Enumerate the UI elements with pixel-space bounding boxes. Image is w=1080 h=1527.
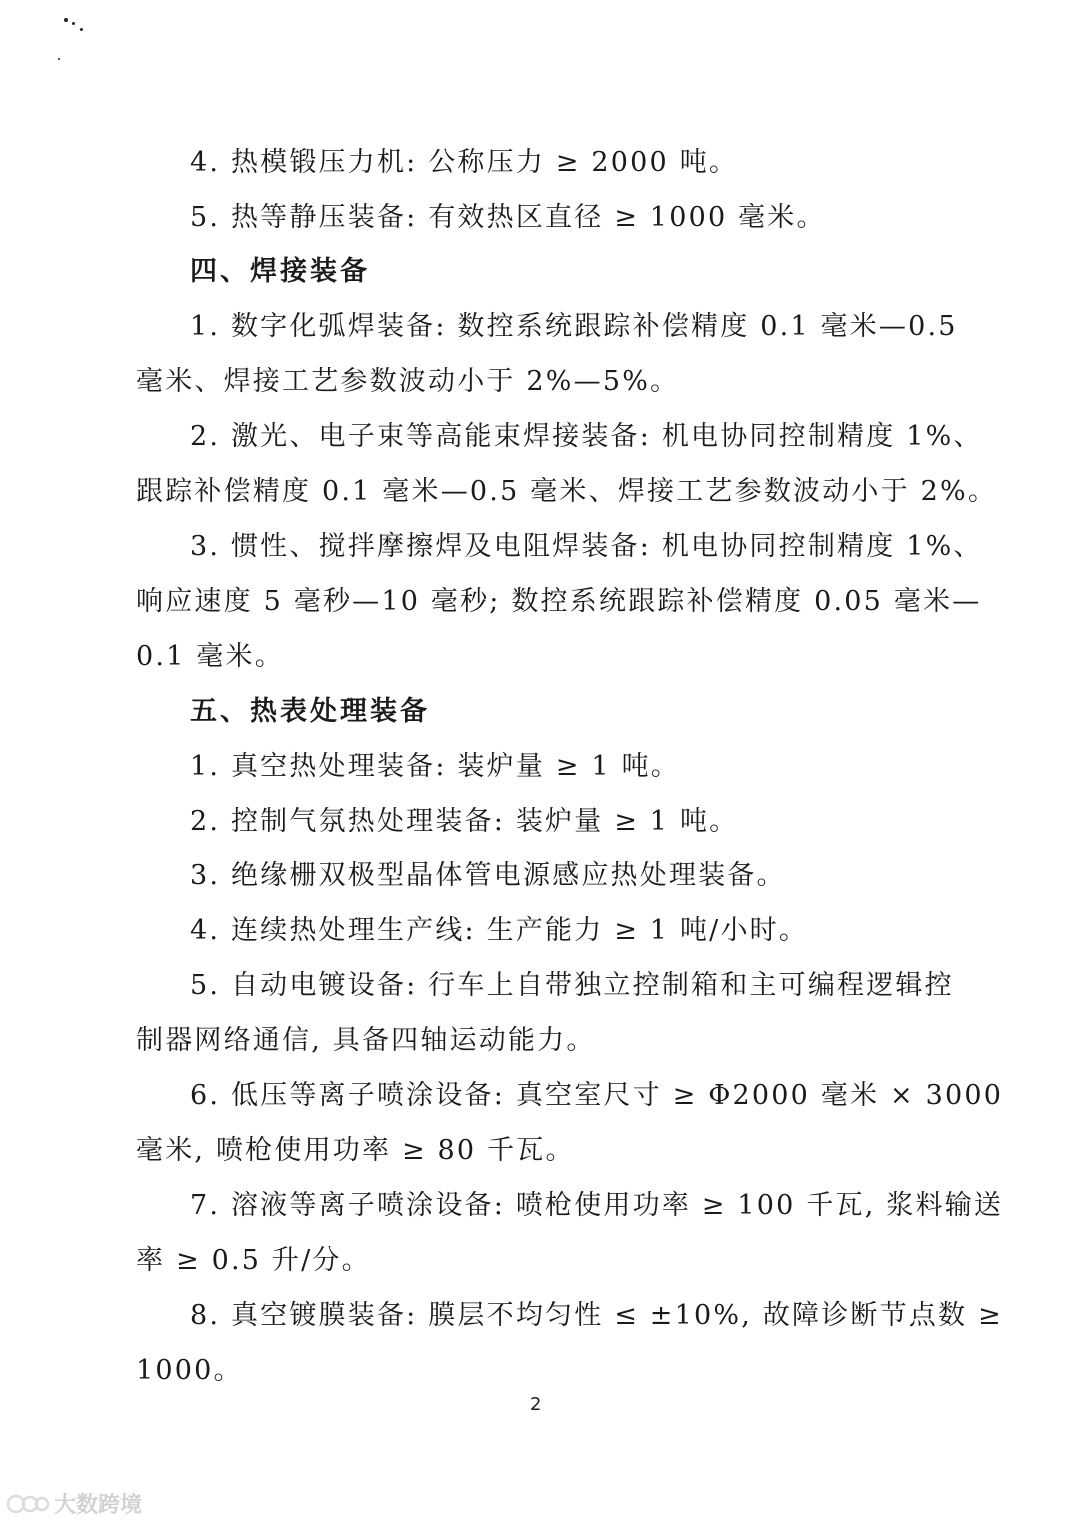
line-laser-welding-1: 2. 激光、电子束等高能束焊接装备: 机电协同控制精度 1%、 (190, 421, 983, 452)
line-inertia-welding-1: 3. 惯性、搅拌摩擦焊及电阻焊装备: 机电协同控制精度 1%、 (190, 531, 983, 562)
watermark (6, 1488, 142, 1519)
line-controlled-atmosphere: 2. 控制气氛热处理装备: 装炉量 ≥ 1 吨。 (190, 806, 739, 837)
scan-specks (58, 14, 98, 64)
section-heading-heat-surface: 五、热表处理装备 (190, 696, 430, 727)
line-hot-isostatic-press: 5. 热等静压装备: 有效热区直径 ≥ 1000 毫米。 (190, 202, 826, 233)
line-digital-arc-welding-2: 毫米、焊接工艺参数波动小于 2%—5%。 (136, 366, 680, 397)
line-digital-arc-welding-1: 1. 数字化弧焊装备: 数控系统跟踪补偿精度 0.1 毫米—0.5 (190, 311, 958, 342)
line-low-pressure-plasma-1: 6. 低压等离子喷涂设备: 真空室尺寸 ≥ Φ2000 毫米 × 3000 (190, 1080, 1004, 1111)
line-auto-electroplating-1: 5. 自动电镀设备: 行车上自带独立控制箱和主可编程逻辑控 (190, 970, 954, 1001)
line-solution-plasma-2: 率 ≥ 0.5 升/分。 (136, 1245, 371, 1276)
line-auto-electroplating-2: 制器网络通信, 具备四轴运动能力。 (136, 1025, 596, 1056)
line-laser-welding-2: 跟踪补偿精度 0.1 毫米—0.5 毫米、焊接工艺参数波动小于 2%。 (136, 476, 998, 507)
line-inertia-welding-2: 响应速度 5 毫秒—10 毫秒; 数控系统跟踪补偿精度 0.05 毫米— (136, 586, 982, 617)
line-vacuum-coating-2: 1000。 (136, 1355, 243, 1386)
line-solution-plasma-1: 7. 溶液等离子喷涂设备: 喷枪使用功率 ≥ 100 千瓦, 浆料输送 (190, 1190, 1004, 1221)
line-low-pressure-plasma-2: 毫米, 喷枪使用功率 ≥ 80 千瓦。 (136, 1135, 575, 1166)
line-heat-forging-press: 4. 热模锻压力机: 公称压力 ≥ 2000 吨。 (190, 147, 739, 178)
watermark-text: 大数跨境 (54, 1493, 143, 1518)
section-heading-welding: 四、焊接装备 (190, 256, 370, 287)
page-number: 2 (530, 1394, 542, 1415)
line-vacuum-heat-treatment: 1. 真空热处理装备: 装炉量 ≥ 1 吨。 (190, 751, 680, 782)
line-continuous-heat-line: 4. 连续热处理生产线: 生产能力 ≥ 1 吨/小时。 (190, 915, 809, 946)
watermark-logo-icon (6, 1492, 50, 1516)
line-vacuum-coating-1: 8. 真空镀膜装备: 膜层不均匀性 ≤ ±10%, 故障诊断节点数 ≥ (190, 1300, 1003, 1331)
line-inertia-welding-3: 0.1 毫米。 (136, 641, 284, 672)
line-igbt-induction: 3. 绝缘栅双极型晶体管电源感应热处理装备。 (190, 860, 786, 891)
